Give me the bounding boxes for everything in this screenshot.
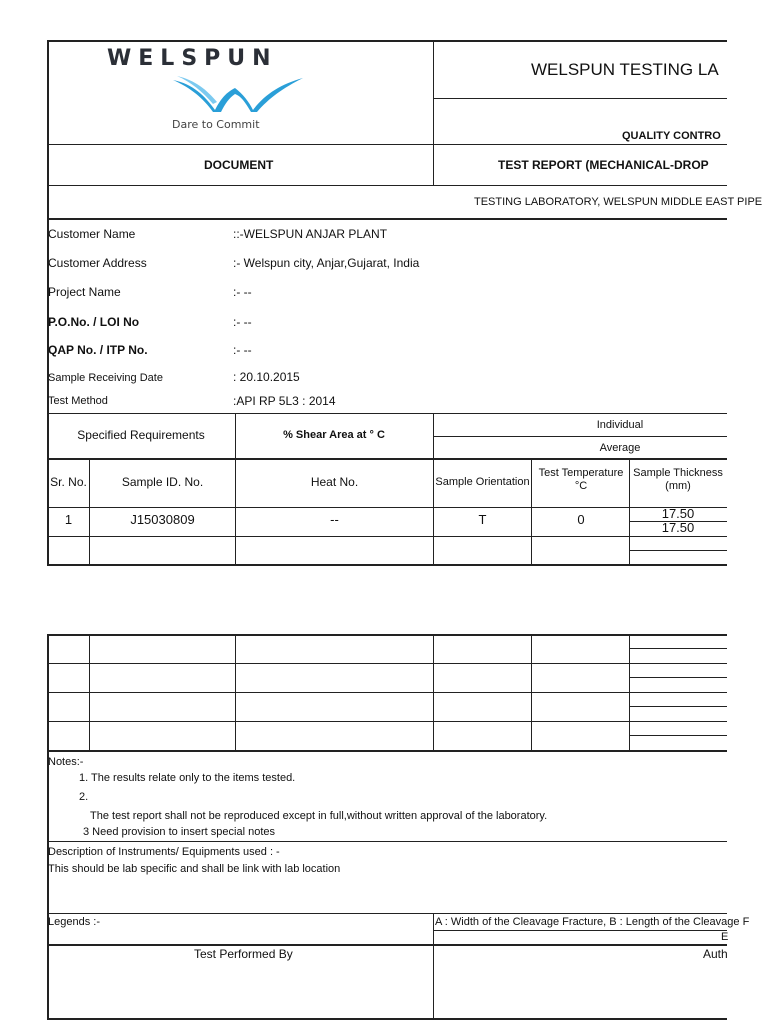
po-label: P.O.No. / LOI No <box>48 315 140 329</box>
logo-tagline: Dare to Commit <box>172 118 260 131</box>
col-sr-no: Sr. No. <box>50 475 87 489</box>
customer-address-value: :- Welspun city, Anjar,Gujarat, India <box>233 256 420 270</box>
instruments-title: Description of Instruments/ Equipments used : - <box>48 846 280 858</box>
shear-area-label: % Shear Area at ° C <box>283 429 385 441</box>
note-1: 1. The results relate only to the items tested. <box>79 772 296 784</box>
instruments-text: This should be lab specific and shall be link with lab location <box>48 863 341 875</box>
col-sample-orientation: Sample Orientation <box>435 476 530 488</box>
po-value: :- -- <box>233 315 252 329</box>
note-2: The test report shall not be reproduced except in full,without written approval of the laboratory. <box>90 810 548 822</box>
test-performed-by: Test Performed By <box>194 947 293 961</box>
col-heat-no: Heat No. <box>310 475 359 489</box>
qap-value: :- -- <box>233 343 252 357</box>
logo-wordmark: WELSPUN <box>107 46 278 71</box>
project-name-value: :- -- <box>233 285 252 299</box>
receiving-date-label: Sample Receiving Date <box>48 372 163 384</box>
row-orientation: T <box>478 512 487 527</box>
specified-requirements: Specified Requirements <box>77 428 205 442</box>
customer-name-label: Customer Name <box>48 227 136 241</box>
col-sample-thickness: Sample Thickness (mm) <box>633 467 723 492</box>
row-thickness-b: 17.50 <box>661 520 695 535</box>
lab-location: TESTING LABORATORY, WELSPUN MIDDLE EAST PIPE <box>474 196 763 208</box>
row-sample-id: J15030809 <box>130 512 195 527</box>
customer-name-value: ::-WELSPUN ANJAR PLANT <box>233 227 388 241</box>
qap-label: QAP No. / ITP No. <box>48 343 148 357</box>
quality-control-label: QUALITY CONTRO <box>622 130 721 142</box>
report-title: TEST REPORT (MECHANICAL-DROP <box>498 158 709 172</box>
note-3: 3 Need provision to insert special notes <box>83 826 275 838</box>
company-logo <box>95 44 385 140</box>
note-2-number: 2. <box>79 791 89 803</box>
legends-text: A : Width of the Cleavage Fracture, B : Length of the Cleavage F <box>435 916 750 928</box>
legends-label: Legends :- <box>48 916 100 928</box>
receiving-date-value: : 20.10.2015 <box>233 370 300 384</box>
project-name-label: Project Name <box>48 285 121 299</box>
notes-title: Notes:- <box>48 756 84 768</box>
row-heat-no: -- <box>330 512 339 527</box>
document-label: DOCUMENT <box>204 158 274 172</box>
customer-address-label: Customer Address <box>48 256 147 270</box>
individual-label: Individual <box>596 419 644 431</box>
row-thickness-a: 17.50 <box>661 506 695 521</box>
authorised-by: Auth <box>703 947 728 961</box>
row-temperature: 0 <box>577 512 585 527</box>
test-method-label: Test Method <box>48 395 108 407</box>
average-label: Average <box>599 442 641 454</box>
col-test-temperature: Test Temperature °C <box>538 467 624 492</box>
welspun-w-icon <box>173 74 303 114</box>
row-sr-no: 1 <box>64 512 73 527</box>
lab-title: WELSPUN TESTING LA <box>531 60 719 79</box>
col-sample-id: Sample ID. No. <box>121 475 204 489</box>
test-method-value: :API RP 5L3 : 2014 <box>233 394 336 408</box>
legends-fragment: E <box>721 931 729 943</box>
